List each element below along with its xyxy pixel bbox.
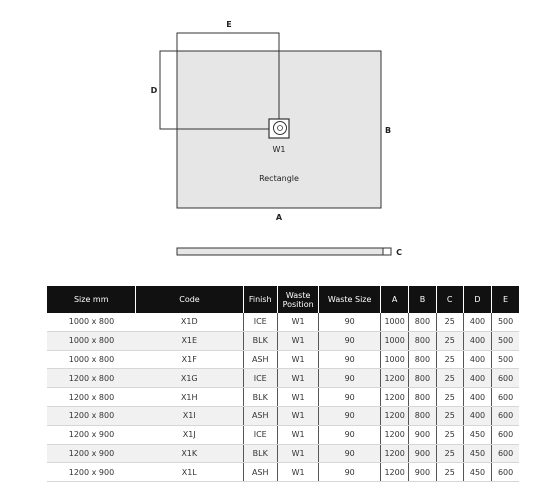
header-b: B	[409, 286, 436, 313]
cell-e: 500	[492, 313, 519, 331]
cell-e: 500	[492, 331, 519, 350]
header-size: Size mm	[47, 286, 136, 313]
cell-finish: BLK	[243, 444, 277, 463]
table-header-row	[47, 286, 519, 313]
cell-finish: BLK	[243, 331, 277, 350]
cell-b: 900	[409, 444, 436, 463]
shape-label: Rectangle	[259, 174, 299, 183]
cell-waste-size: 90	[319, 444, 381, 463]
cell-code: X1J	[136, 425, 243, 444]
cell-c: 25	[436, 444, 463, 463]
dimension-d-label: D	[150, 86, 158, 95]
table-row	[47, 444, 519, 463]
tray-side-profile	[177, 248, 391, 255]
cell-code: X1E	[136, 331, 243, 350]
cell-waste-size: 90	[319, 463, 381, 482]
cell-b: 900	[409, 463, 436, 482]
cell-d: 450	[463, 463, 491, 482]
table-row	[47, 425, 519, 444]
cell-code: X1I	[136, 406, 243, 425]
cell-waste-size: 90	[319, 331, 381, 350]
cell-b: 800	[409, 388, 436, 407]
cell-size: 1200 x 800	[47, 406, 136, 425]
cell-b: 800	[409, 406, 436, 425]
cell-code: X1F	[136, 350, 243, 369]
cell-d: 400	[463, 313, 491, 331]
header-waste-size: Waste Size	[319, 286, 381, 313]
cell-d: 400	[463, 388, 491, 407]
cell-size: 1200 x 900	[47, 463, 136, 482]
cell-e: 600	[492, 369, 519, 388]
cell-finish: ICE	[243, 369, 277, 388]
table-row	[47, 406, 519, 425]
waste-icon	[269, 119, 289, 138]
header-waste-position: Waste Position	[277, 286, 318, 313]
cell-a: 1200	[381, 406, 409, 425]
cell-b: 900	[409, 425, 436, 444]
table-row	[47, 369, 519, 388]
cell-e: 600	[492, 444, 519, 463]
cell-finish: ICE	[243, 313, 277, 331]
cell-size: 1000 x 800	[47, 331, 136, 350]
cell-finish: ASH	[243, 350, 277, 369]
header-d: D	[463, 286, 491, 313]
cell-a: 1000	[381, 313, 409, 331]
cell-b: 800	[409, 369, 436, 388]
header-code: Code	[136, 286, 243, 313]
cell-e: 600	[492, 406, 519, 425]
specification-table	[47, 286, 519, 482]
header-a: A	[381, 286, 409, 313]
cell-code: X1L	[136, 463, 243, 482]
cell-code: X1K	[136, 444, 243, 463]
cell-d: 400	[463, 331, 491, 350]
cell-a: 1200	[381, 444, 409, 463]
cell-b: 800	[409, 350, 436, 369]
cell-waste-size: 90	[319, 425, 381, 444]
cell-b: 800	[409, 313, 436, 331]
cell-a: 1000	[381, 331, 409, 350]
cell-waste-size: 90	[319, 388, 381, 407]
cell-c: 25	[436, 406, 463, 425]
cell-waste-position: W1	[277, 406, 318, 425]
cell-c: 25	[436, 388, 463, 407]
table-row	[47, 388, 519, 407]
dimension-a-label: A	[275, 213, 283, 222]
cell-c: 25	[436, 463, 463, 482]
cell-waste-position: W1	[277, 425, 318, 444]
cell-a: 1200	[381, 425, 409, 444]
cell-d: 450	[463, 444, 491, 463]
cell-waste-size: 90	[319, 369, 381, 388]
cell-finish: ASH	[243, 406, 277, 425]
dimension-e-label: E	[226, 20, 232, 29]
cell-e: 600	[492, 463, 519, 482]
cell-a: 1200	[381, 463, 409, 482]
cell-e: 500	[492, 350, 519, 369]
cell-waste-position: W1	[277, 331, 318, 350]
dimension-b-label: B	[384, 126, 392, 135]
header-e: E	[492, 286, 519, 313]
header-c: C	[436, 286, 463, 313]
cell-finish: BLK	[243, 388, 277, 407]
cell-finish: ICE	[243, 425, 277, 444]
cell-waste-position: W1	[277, 369, 318, 388]
cell-b: 800	[409, 331, 436, 350]
cell-size: 1000 x 800	[47, 350, 136, 369]
cell-e: 600	[492, 425, 519, 444]
cell-finish: ASH	[243, 463, 277, 482]
cell-waste-position: W1	[277, 350, 318, 369]
cell-size: 1200 x 800	[47, 388, 136, 407]
header-finish: Finish	[243, 286, 277, 313]
cell-d: 400	[463, 350, 491, 369]
cell-size: 1000 x 800	[47, 313, 136, 331]
cell-size: 1200 x 800	[47, 369, 136, 388]
table-body	[47, 313, 519, 482]
dimension-c-label: C	[396, 248, 402, 257]
cell-waste-size: 90	[319, 350, 381, 369]
table-row	[47, 463, 519, 482]
cell-d: 400	[463, 369, 491, 388]
cell-a: 1200	[381, 369, 409, 388]
table-row	[47, 331, 519, 350]
cell-waste-position: W1	[277, 313, 318, 331]
cell-a: 1000	[381, 350, 409, 369]
cell-c: 25	[436, 369, 463, 388]
cell-waste-size: 90	[319, 313, 381, 331]
cell-waste-size: 90	[319, 406, 381, 425]
cell-size: 1200 x 900	[47, 444, 136, 463]
cell-code: X1D	[136, 313, 243, 331]
table-row	[47, 350, 519, 369]
cell-waste-position: W1	[277, 444, 318, 463]
waste-label: W1	[272, 145, 286, 154]
cell-d: 400	[463, 406, 491, 425]
cell-size: 1200 x 900	[47, 425, 136, 444]
tray-side-waste-cap	[383, 248, 391, 255]
cell-c: 25	[436, 350, 463, 369]
cell-c: 25	[436, 425, 463, 444]
cell-a: 1200	[381, 388, 409, 407]
cell-waste-position: W1	[277, 388, 318, 407]
cell-c: 25	[436, 313, 463, 331]
table-row	[47, 313, 519, 331]
cell-waste-position: W1	[277, 463, 318, 482]
cell-e: 600	[492, 388, 519, 407]
cell-d: 450	[463, 425, 491, 444]
cell-code: X1H	[136, 388, 243, 407]
cell-code: X1G	[136, 369, 243, 388]
cell-c: 25	[436, 331, 463, 350]
